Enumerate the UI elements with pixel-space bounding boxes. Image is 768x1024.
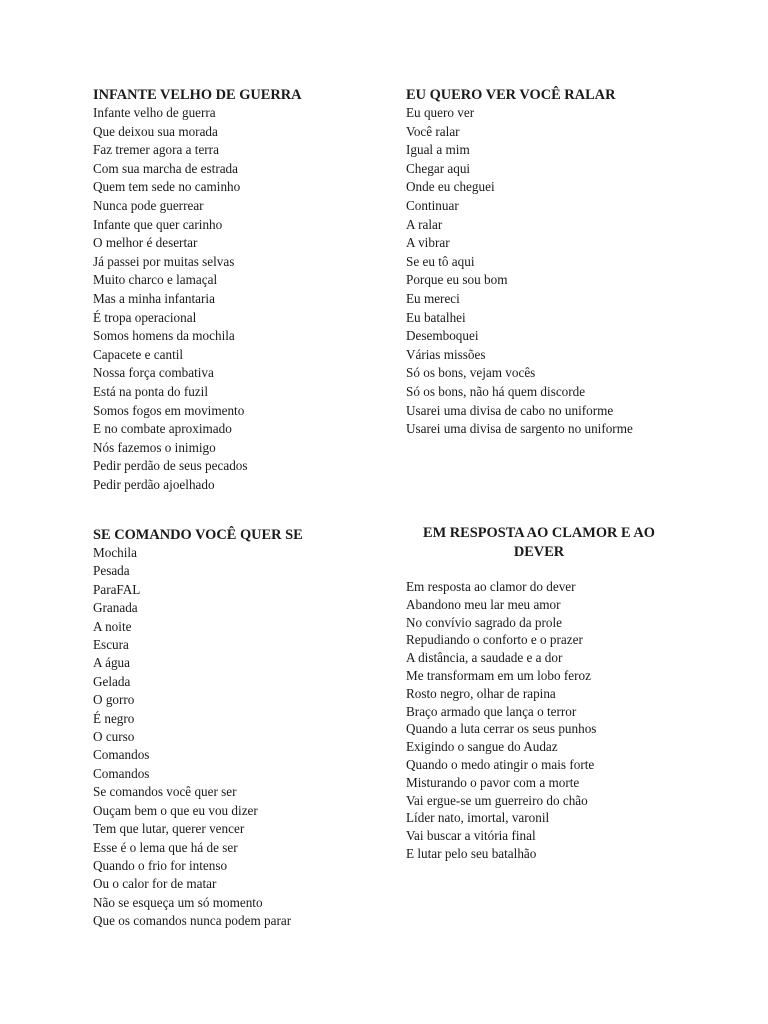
song-lyrics bbox=[406, 104, 668, 439]
lyric-line: Esse é o lema que há de ser bbox=[93, 839, 238, 855]
lyric-line: Vai ergue-se um guerreiro do chão bbox=[406, 792, 588, 808]
lyric-line: Misturando o pavor com a morte bbox=[406, 774, 580, 790]
lyric-line: É negro bbox=[93, 710, 135, 726]
lyric-line: Rosto negro, olhar de rapina bbox=[406, 685, 556, 701]
lyric-line: Usarei uma divisa de sargento no uniforme bbox=[406, 421, 633, 437]
lyric-line: ParaFAL bbox=[93, 581, 141, 597]
lyric-line: Nunca pode guerrear bbox=[93, 197, 204, 213]
lyric-line: O melhor é desertar bbox=[93, 235, 198, 251]
lyric-line: Quando a luta cerrar os seus punhos bbox=[406, 721, 597, 737]
lyric-line: A vibrar bbox=[406, 235, 450, 251]
lyric-line: Igual a mim bbox=[406, 142, 470, 158]
song-em-resposta-ao-clamor bbox=[406, 524, 672, 863]
lyric-line: Desemboquei bbox=[406, 328, 479, 344]
lyric-line: Braço armado que lança o terror bbox=[406, 703, 577, 719]
lyric-line: Quando o frio for intenso bbox=[93, 857, 228, 873]
song-title: EM RESPOSTA AO CLAMOR E AO DEVER bbox=[422, 525, 655, 560]
lyric-line: Ou o calor for de matar bbox=[93, 876, 217, 892]
lyric-line: O gorro bbox=[93, 692, 135, 708]
lyric-line: Só os bons, vejam vocês bbox=[406, 365, 536, 381]
lyric-line: Já passei por muitas selvas bbox=[93, 253, 235, 269]
lyric-line: Escura bbox=[93, 637, 129, 653]
song-infante-velho-de-guerra bbox=[93, 86, 383, 494]
lyric-line: Você ralar bbox=[406, 123, 460, 139]
lyric-line: Usarei uma divisa de cabo no uniforme bbox=[406, 402, 614, 418]
lyric-line: No convívio sagrado da prole bbox=[406, 614, 563, 630]
lyric-line: Líder nato, imortal, varonil bbox=[406, 810, 550, 826]
lyric-line: Faz tremer agora a terra bbox=[93, 142, 219, 158]
lyric-line: Quem tem sede no caminho bbox=[93, 179, 241, 195]
lyric-line: A distância, a saudade e a dor bbox=[406, 650, 563, 666]
lyric-line: Comandos bbox=[93, 747, 150, 763]
lyric-line: E lutar pelo seu batalhão bbox=[406, 845, 537, 861]
lyric-line: A ralar bbox=[406, 216, 443, 232]
lyric-line: Em resposta ao clamor do dever bbox=[406, 579, 576, 594]
lyric-line: Capacete e cantil bbox=[93, 346, 184, 362]
song-title: EU QUERO VER VOCÊ RALAR bbox=[406, 87, 616, 103]
lyric-line: Abandono meu lar meu amor bbox=[406, 596, 561, 612]
lyric-line: Repudiando o conforto e o prazer bbox=[406, 632, 583, 648]
lyric-line: Muito charco e lamaçal bbox=[93, 272, 218, 288]
lyric-line: Somos homens da mochila bbox=[93, 328, 235, 344]
lyric-line: Pedir perdão de seus pecados bbox=[93, 458, 248, 474]
lyric-line: Pesada bbox=[93, 563, 130, 579]
lyric-line: Pedir perdão ajoelhado bbox=[93, 476, 215, 492]
lyric-line: Chegar aqui bbox=[406, 160, 471, 176]
lyric-line: É tropa operacional bbox=[93, 309, 197, 325]
song-eu-quero-ver-voce-ralar bbox=[406, 86, 668, 439]
lyric-line: Quando o medo atingir o mais forte bbox=[406, 756, 595, 772]
lyric-line: A noite bbox=[93, 618, 132, 634]
lyric-line: Continuar bbox=[406, 197, 459, 213]
lyric-line: Nossa força combativa bbox=[93, 365, 214, 381]
lyric-line: Ouçam bem o que eu vou dizer bbox=[93, 802, 258, 818]
lyric-line: Onde eu cheguei bbox=[406, 179, 495, 195]
lyric-line: Granada bbox=[93, 600, 138, 616]
lyric-line: O curso bbox=[93, 729, 135, 745]
lyric-line: Exigindo o sangue do Audaz bbox=[406, 739, 558, 755]
song-title: INFANTE VELHO DE GUERRA bbox=[93, 87, 302, 103]
song-lyrics bbox=[93, 544, 383, 931]
lyric-line: Tem que lutar, querer vencer bbox=[93, 821, 245, 837]
lyric-line: Gelada bbox=[93, 673, 131, 689]
lyric-line: Eu mereci bbox=[406, 290, 460, 306]
lyric-line: Não se esqueça um só momento bbox=[93, 894, 263, 910]
lyric-line: Que os comandos nunca podem parar bbox=[93, 913, 292, 929]
lyric-line: Vai buscar a vitória final bbox=[406, 828, 536, 844]
lyric-line: Está na ponta do fuzil bbox=[93, 383, 208, 399]
lyric-line: E no combate aproximado bbox=[93, 421, 232, 437]
lyric-line: Mas a minha infantaria bbox=[93, 290, 215, 306]
song-se-comando-voce-quer-se bbox=[93, 526, 383, 931]
lyric-line: Comandos bbox=[93, 765, 150, 781]
lyric-line: Só os bons, não há quem discorde bbox=[406, 383, 586, 399]
lyric-line: Eu batalhei bbox=[406, 309, 466, 325]
lyric-line: Somos fogos em movimento bbox=[93, 402, 245, 418]
lyric-line: Que deixou sua morada bbox=[93, 123, 218, 139]
lyric-line: Se comandos você quer ser bbox=[93, 784, 237, 800]
song-lyrics bbox=[406, 578, 672, 863]
lyric-line: Várias missões bbox=[406, 346, 486, 362]
lyric-line: Mochila bbox=[93, 545, 137, 560]
song-lyrics bbox=[93, 104, 383, 494]
lyric-line: Me transformam em um lobo feroz bbox=[406, 667, 591, 683]
lyric-line: Porque eu sou bom bbox=[406, 272, 508, 288]
lyric-line: Se eu tô aqui bbox=[406, 253, 475, 269]
lyric-line: Infante velho de guerra bbox=[93, 105, 216, 120]
song-title: SE COMANDO VOCÊ QUER SE bbox=[93, 527, 303, 543]
lyric-line: Infante que quer carinho bbox=[93, 216, 223, 232]
lyric-line: Eu quero ver bbox=[406, 105, 475, 120]
lyric-line: Nós fazemos o inimigo bbox=[93, 439, 216, 455]
lyric-line: Com sua marcha de estrada bbox=[93, 160, 239, 176]
lyric-line: A água bbox=[93, 655, 130, 671]
